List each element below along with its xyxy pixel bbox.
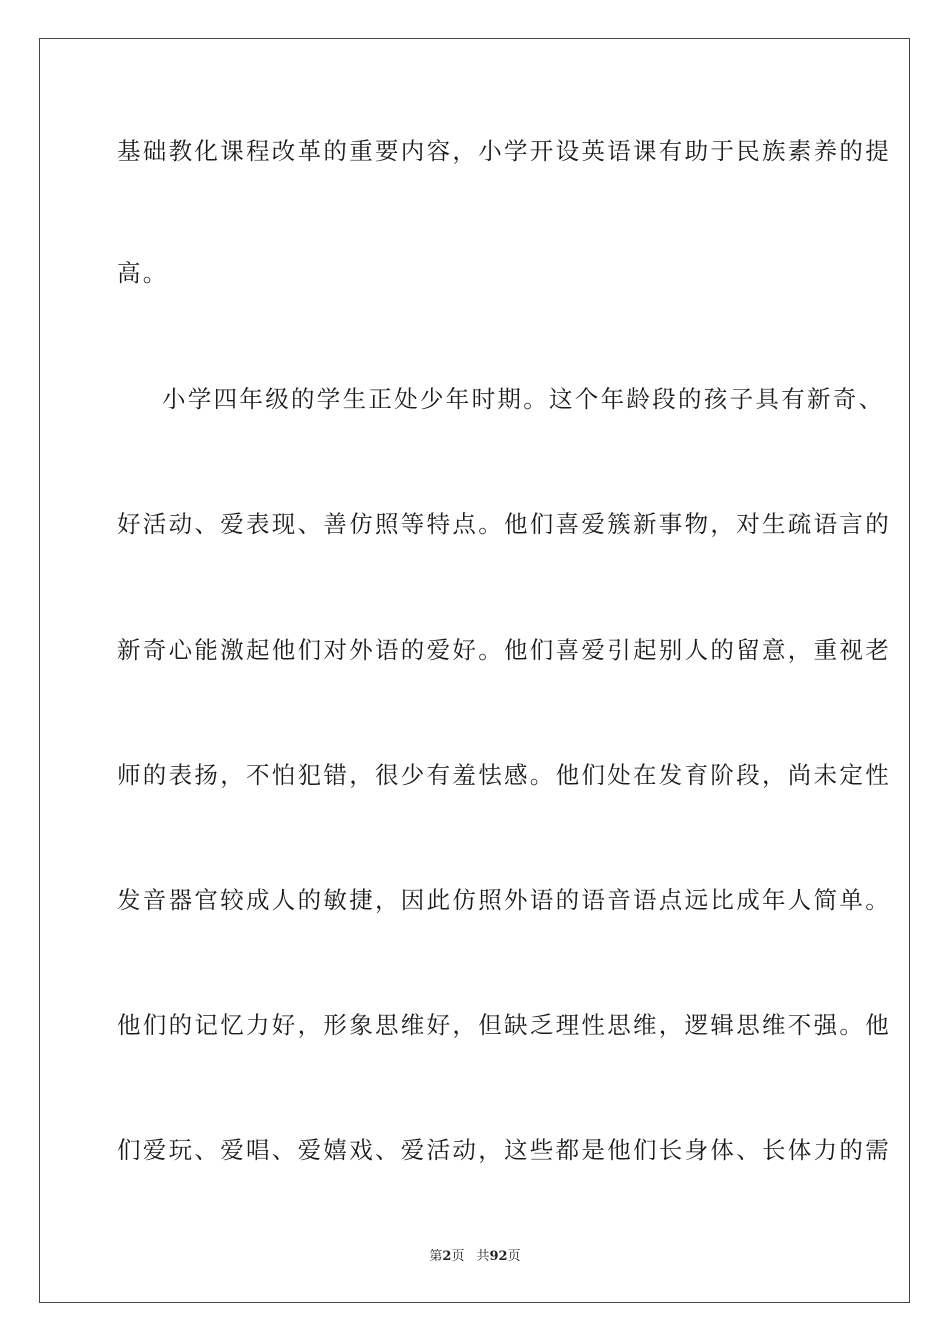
page-label-suffix: 页	[451, 1249, 465, 1264]
total-label-suffix: 页	[507, 1249, 521, 1264]
page-border	[39, 38, 910, 1303]
body-text-line: 新奇心能激起他们对外语的爱好。他们喜爱引起别人的留意，重视老	[117, 636, 891, 664]
total-label-prefix: 共	[476, 1249, 490, 1264]
body-text-line: 好活动、爱表现、善仿照等特点。他们喜爱簇新事物，对生疏语言的	[117, 510, 891, 538]
page-label-prefix: 第	[429, 1249, 443, 1264]
page-footer	[0, 1248, 950, 1266]
body-text-line: 师的表扬，不怕犯错，很少有羞怯感。他们处在发育阶段，尚未定性	[117, 761, 891, 789]
page-number: 2	[442, 1249, 452, 1264]
body-text-line: 基础教化课程改革的重要内容，小学开设英语课有助于民族素养的提	[117, 137, 891, 165]
total-pages: 92	[489, 1249, 508, 1264]
paragraph-first-line: 小学四年级的学生正处少年时期。这个年龄段的孩子具有新奇、	[162, 385, 885, 413]
body-text-line: 们爱玩、爱唱、爱嬉戏、爱活动，这些都是他们长身体、长体力的需	[117, 1136, 891, 1164]
body-text-line: 发音器官较成人的敏捷，因此仿照外语的语音语点远比成年人简单。	[117, 886, 891, 914]
body-text-line: 他们的记忆力好，形象思维好，但缺乏理性思维，逻辑思维不强。他	[117, 1011, 891, 1039]
body-text-line: 高。	[117, 259, 169, 287]
